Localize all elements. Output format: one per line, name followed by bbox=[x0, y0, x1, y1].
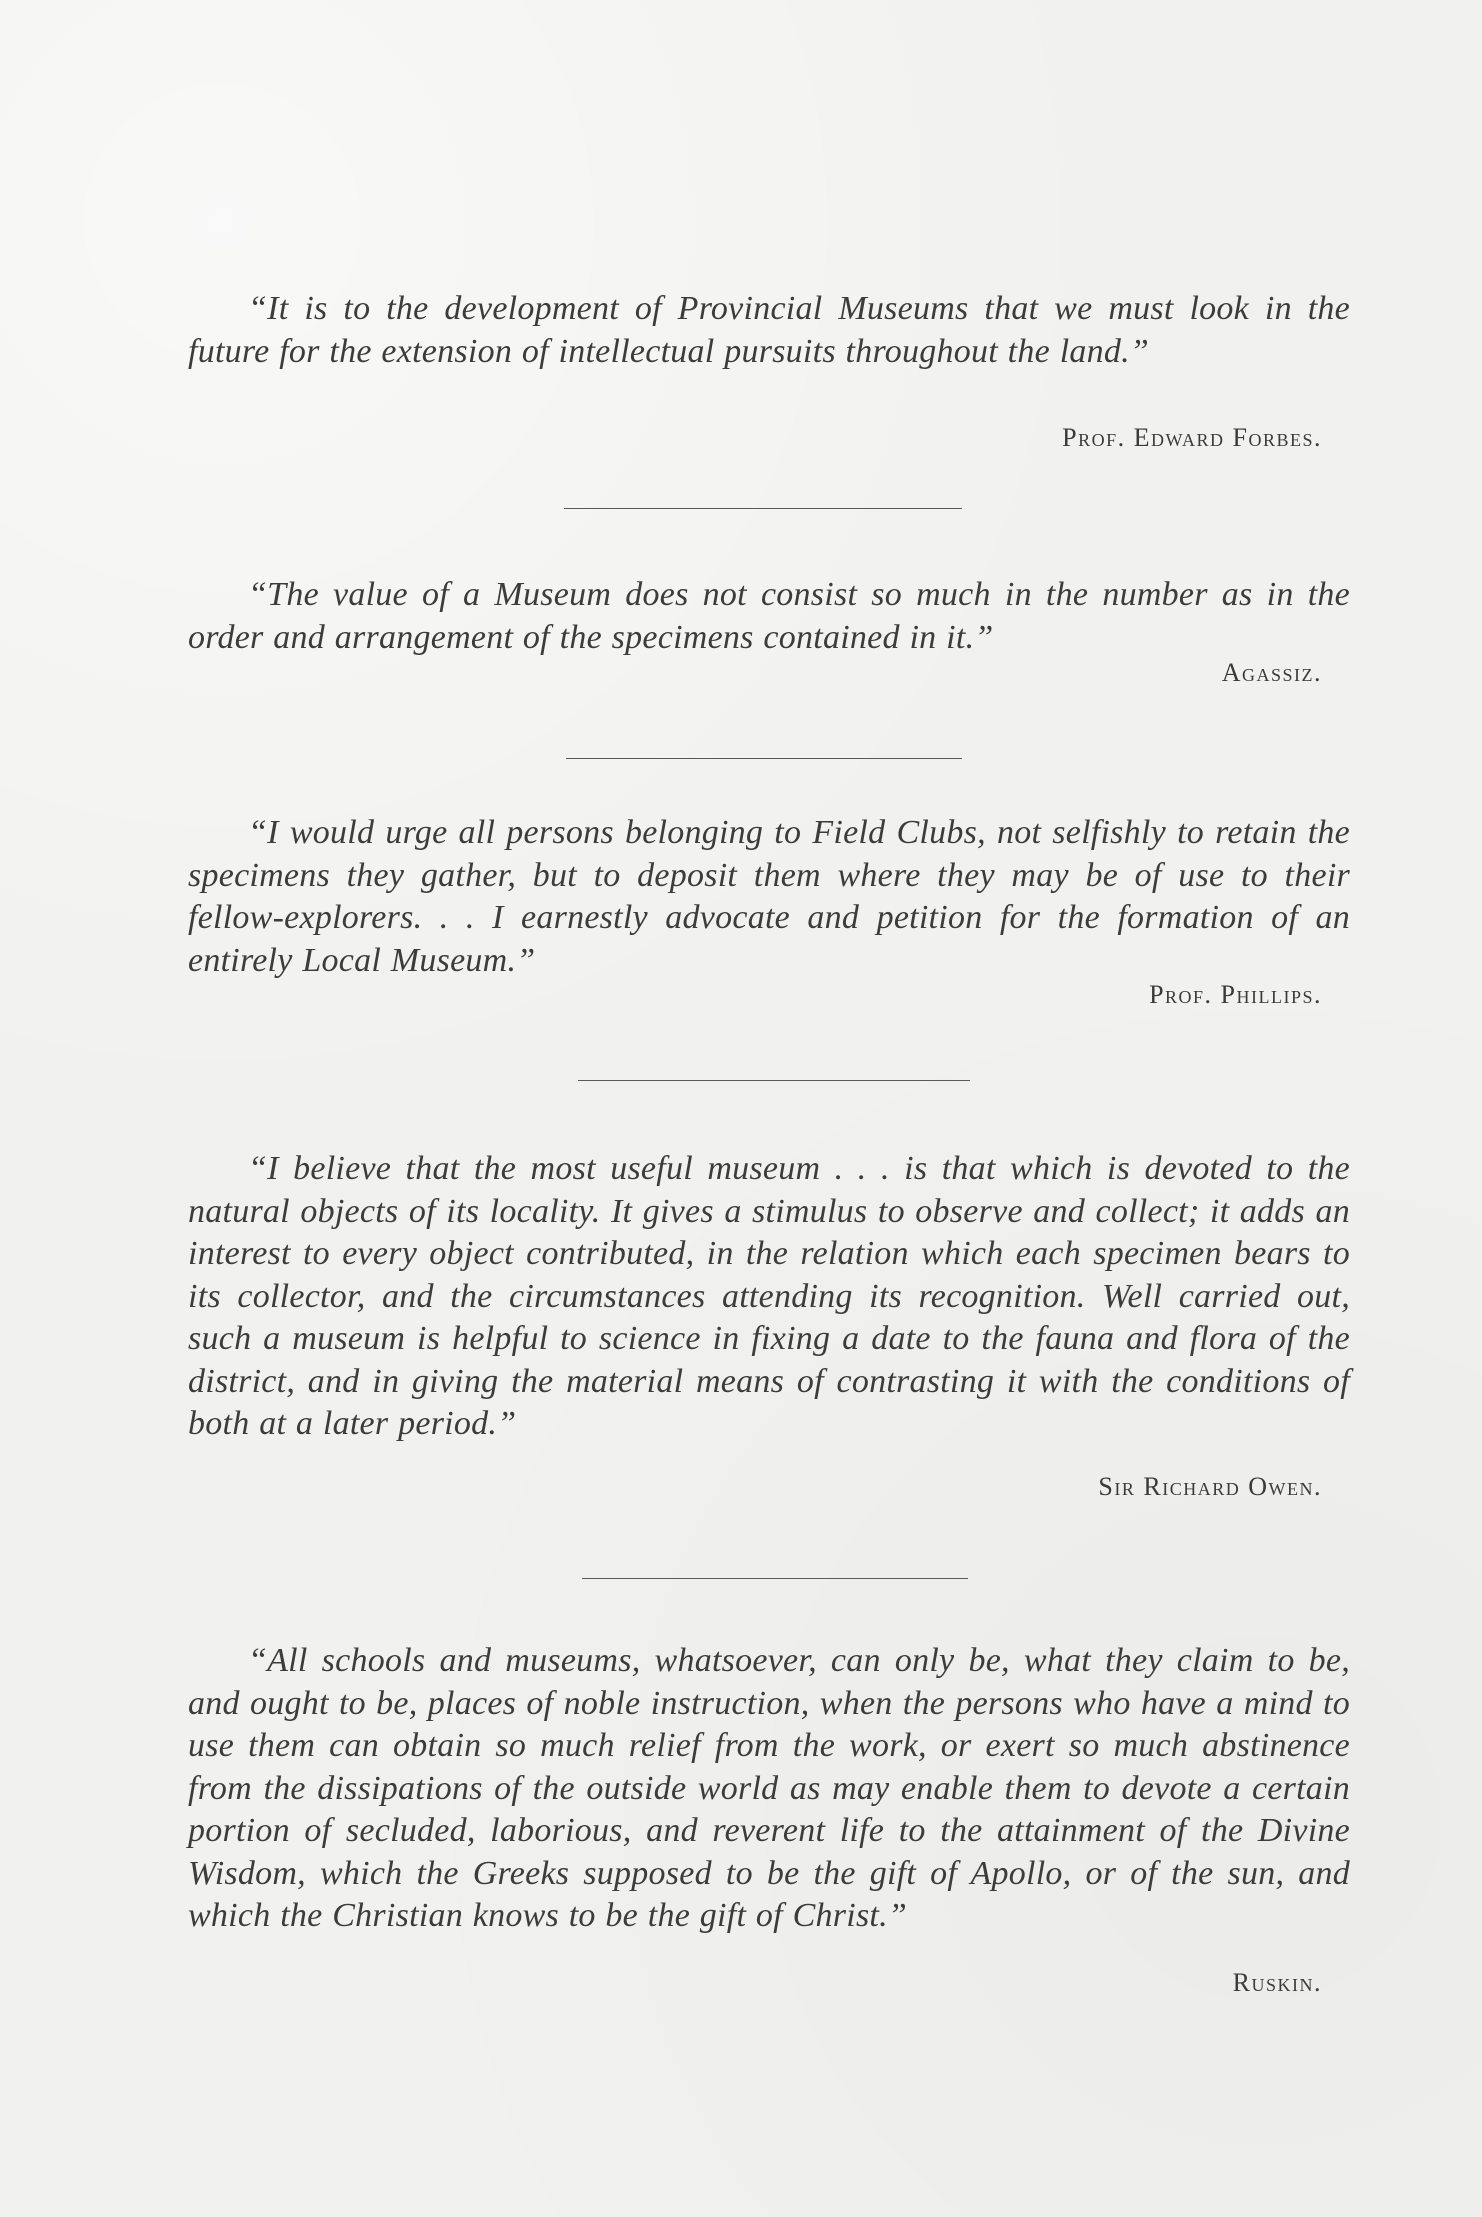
quote-ruskin-text: “All schools and museums, whatsoever, can only be, what they claim to be, and ought to be, places of noble instruction, when the persons who have a mind to use them can obtain so much relief from the work, or exert so much abstinence from the dissipations of the outside world as may enable them to devote a certain portion of secluded, laborious, and reverent life to the attainment of the Divine Wisdom, which the Greeks supposed to be the gift of Apollo, or of the sun, and which the Christian knows to be the gift of Christ.” bbox=[188, 1642, 1350, 1934]
author-ruskin: Ruskin. bbox=[1232, 1968, 1322, 1997]
quote-agassiz-text: “The value of a Museum does not consist so much in the number as in the order and arrangement of the specimens contained in it.” bbox=[188, 576, 1350, 656]
separator-rule-3 bbox=[578, 1080, 970, 1081]
quote-ruskin bbox=[188, 1640, 1350, 1938]
author-phillips: Prof. Phillips. bbox=[1149, 980, 1322, 1009]
quote-owen bbox=[188, 1148, 1350, 1446]
author-forbes: Prof. Edward Forbes. bbox=[1062, 423, 1322, 452]
author-owen: Sir Richard Owen. bbox=[1098, 1472, 1322, 1501]
quote-phillips-text: “I would urge all persons belonging to Field Clubs, not selfishly to retain the specimens they gather, but to deposit them where they may be of use to their fellow-explorers. . . I earnestly advocate and petition for the formation of an entirely Local Museum.” bbox=[188, 814, 1350, 979]
author-agassiz: Agassiz. bbox=[1221, 658, 1322, 687]
quote-phillips bbox=[188, 812, 1350, 982]
quote-forbes bbox=[188, 288, 1350, 373]
separator-rule-2 bbox=[566, 758, 962, 759]
separator-rule-4 bbox=[582, 1578, 968, 1579]
quote-owen-text: “I believe that the most useful museum . . . is that which is devoted to the natural objects of its locality. It gives a stimulus to observe and collect; it adds an interest to every object contributed, in the relation which each specimen bears to its collector, and the circumstances attending its recognition. Well carried out, such a museum is helpful to science in fixing a date to the fauna and flora of the district, and in giving the material means of contrasting it with the conditions of both at a later period.” bbox=[188, 1150, 1350, 1442]
quote-forbes-text: “It is to the development of Provincial Museums that we must look in the future for the extension of intellectual pursuits throughout the land.” bbox=[188, 290, 1350, 370]
separator-rule-1 bbox=[564, 508, 962, 509]
quote-agassiz bbox=[188, 574, 1350, 659]
